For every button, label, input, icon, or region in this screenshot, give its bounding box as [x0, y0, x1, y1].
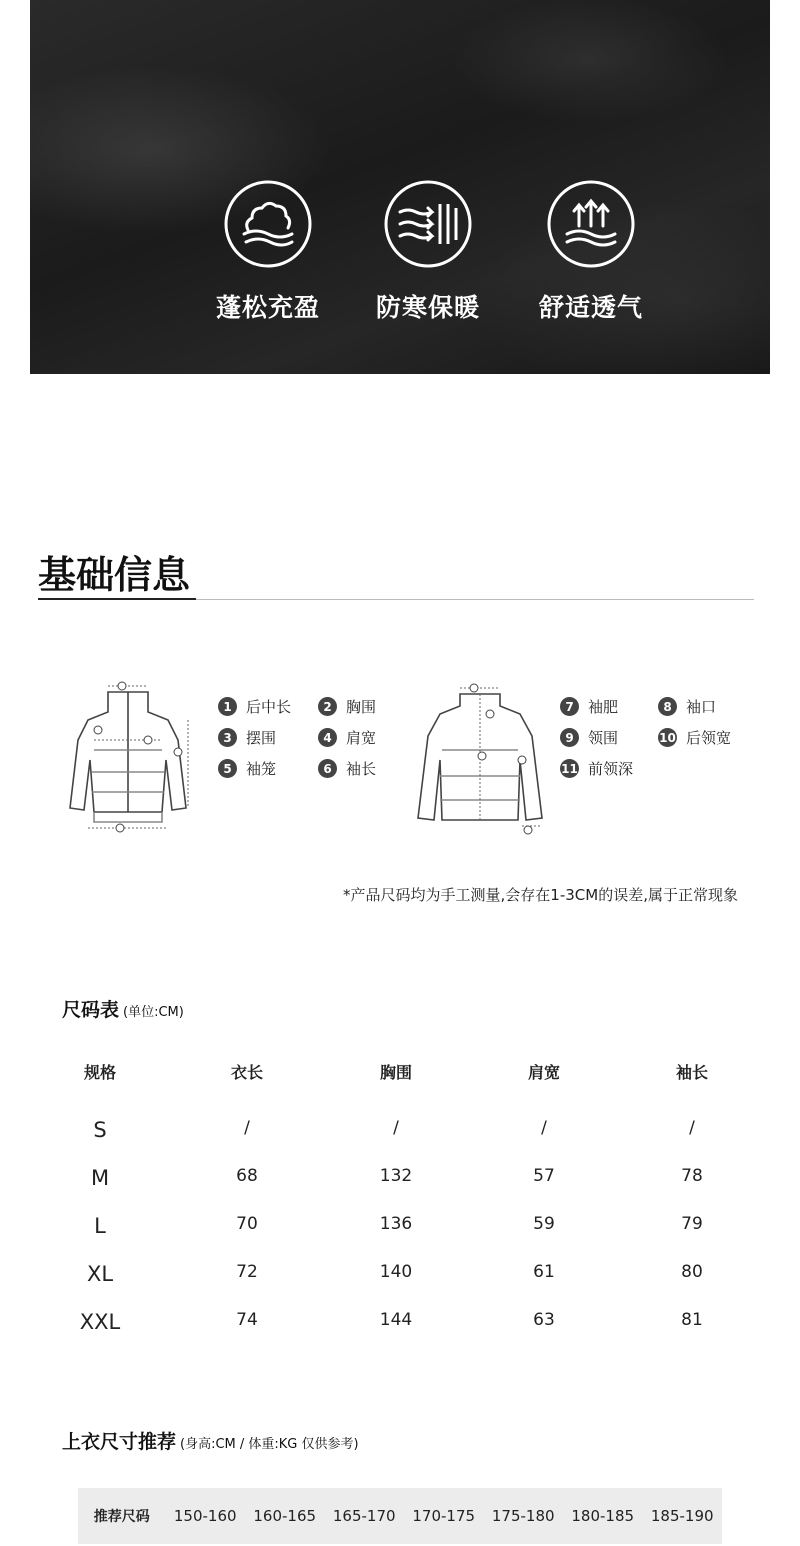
- legend-label: 袖口: [686, 698, 717, 716]
- feature-label: 防寒保暖: [375, 293, 480, 322]
- title-underline: [38, 598, 196, 600]
- legend-label: 胸围: [346, 698, 377, 716]
- table-cell: 81: [681, 1310, 703, 1330]
- legend-number: 2: [318, 697, 337, 716]
- table-cell: 80: [681, 1262, 703, 1282]
- table-cell: /: [541, 1118, 547, 1138]
- recommend-unit: (身高:CM / 体重:KG 仅供参考): [180, 1437, 359, 1452]
- breathable-icon: [545, 178, 637, 270]
- legend-number: 8: [658, 697, 677, 716]
- feature-label: 舒适透气: [538, 293, 643, 322]
- table-cell: 57: [533, 1166, 555, 1186]
- legend-label: 袖笼: [246, 760, 277, 778]
- table-header-cell: 袖长: [675, 1063, 708, 1082]
- table-cell: 140: [379, 1262, 413, 1282]
- table-header-row: [62, 1060, 742, 1100]
- table-cell: 68: [236, 1166, 258, 1186]
- size-table-unit: (单位:CM): [123, 1005, 184, 1020]
- recommend-title-text: 上衣尺寸推荐: [62, 1431, 177, 1453]
- legend-item: [658, 727, 731, 748]
- size-table-title-text: 尺码表: [62, 999, 120, 1021]
- recommend-height-range: 175-180: [491, 1507, 555, 1525]
- size-table-title: [62, 995, 184, 1022]
- legend-number: 10: [658, 728, 677, 747]
- wind-barrier-icon: [382, 178, 474, 270]
- jacket-back-diagram: [410, 680, 550, 840]
- table-cell: 136: [379, 1214, 413, 1234]
- cloud-icon: [222, 178, 314, 270]
- table-cell: 72: [236, 1262, 258, 1282]
- recommend-height-range: 165-170: [332, 1507, 396, 1525]
- recommend-height-range: 170-175: [412, 1507, 476, 1525]
- section-title: 基础信息: [38, 553, 191, 597]
- table-cell: 63: [533, 1310, 555, 1330]
- legend-item: [560, 727, 618, 748]
- legend-label: 后中长: [246, 698, 292, 716]
- table-cell: /: [393, 1118, 399, 1138]
- feature-loft: [203, 178, 333, 324]
- legend-number: 3: [218, 728, 237, 747]
- table-cell: XL: [86, 1262, 114, 1286]
- legend-label: 后领宽: [686, 729, 732, 747]
- table-header-cell: 衣长: [230, 1063, 263, 1082]
- legend-label: 袖长: [346, 760, 377, 778]
- table-cell: XXL: [79, 1310, 121, 1334]
- table-row: [62, 1118, 742, 1158]
- legend-number: 6: [318, 759, 337, 778]
- table-header-cell: 规格: [83, 1063, 116, 1082]
- legend-item: [218, 727, 276, 748]
- legend-item: [318, 696, 376, 717]
- table-cell: 74: [236, 1310, 258, 1330]
- recommend-title: [62, 1427, 359, 1454]
- table-cell: 70: [236, 1214, 258, 1234]
- hero-banner: [30, 0, 770, 374]
- table-cell: /: [244, 1118, 250, 1138]
- table-cell: M: [90, 1166, 110, 1190]
- table-cell: /: [689, 1118, 695, 1138]
- legend-item: [318, 758, 376, 779]
- table-header-cell: 胸围: [379, 1063, 412, 1082]
- table-row: [62, 1214, 742, 1254]
- legend-item: [218, 758, 276, 779]
- table-row: [62, 1310, 742, 1350]
- table-cell: 78: [681, 1166, 703, 1186]
- measurement-note: *产品尺码均为手工测量,会存在1-3CM的误差,属于正常现象: [343, 886, 738, 904]
- feature-warmth: [363, 178, 493, 324]
- legend-item: [560, 758, 633, 779]
- table-cell: 59: [533, 1214, 555, 1234]
- legend-item: [218, 696, 291, 717]
- table-cell: S: [93, 1118, 107, 1142]
- legend-number: 5: [218, 759, 237, 778]
- legend-label: 摆围: [246, 729, 277, 747]
- table-cell: 144: [379, 1310, 413, 1330]
- jacket-front-diagram: [58, 680, 198, 840]
- table-cell: L: [94, 1214, 106, 1238]
- legend-number: 7: [560, 697, 579, 716]
- legend-number: 1: [218, 697, 237, 716]
- table-row: [62, 1262, 742, 1302]
- table-header-cell: 肩宽: [527, 1063, 560, 1082]
- recommend-label: 推荐尺码: [93, 1509, 150, 1525]
- recommend-height-range: 150-160: [173, 1507, 237, 1525]
- recommend-bar: [78, 1488, 722, 1544]
- table-cell: 79: [681, 1214, 703, 1234]
- legend-number: 9: [560, 728, 579, 747]
- table-cell: 61: [533, 1262, 555, 1282]
- legend-item: [560, 696, 618, 717]
- legend-label: 肩宽: [346, 729, 377, 747]
- recommend-height-range: 185-190: [650, 1507, 714, 1525]
- legend-label: 领围: [588, 729, 619, 747]
- table-row: [62, 1166, 742, 1206]
- feature-breathable: [526, 178, 656, 324]
- legend-item: [318, 727, 376, 748]
- legend-number: 11: [560, 759, 579, 778]
- recommend-height-range: 160-165: [253, 1507, 317, 1525]
- table-cell: 132: [379, 1166, 413, 1186]
- legend-item: [658, 696, 716, 717]
- legend-label: 袖肥: [588, 698, 619, 716]
- recommend-height-range: 180-185: [571, 1507, 635, 1525]
- legend-number: 4: [318, 728, 337, 747]
- legend-label: 前领深: [588, 760, 634, 778]
- feature-label: 蓬松充盈: [215, 293, 320, 322]
